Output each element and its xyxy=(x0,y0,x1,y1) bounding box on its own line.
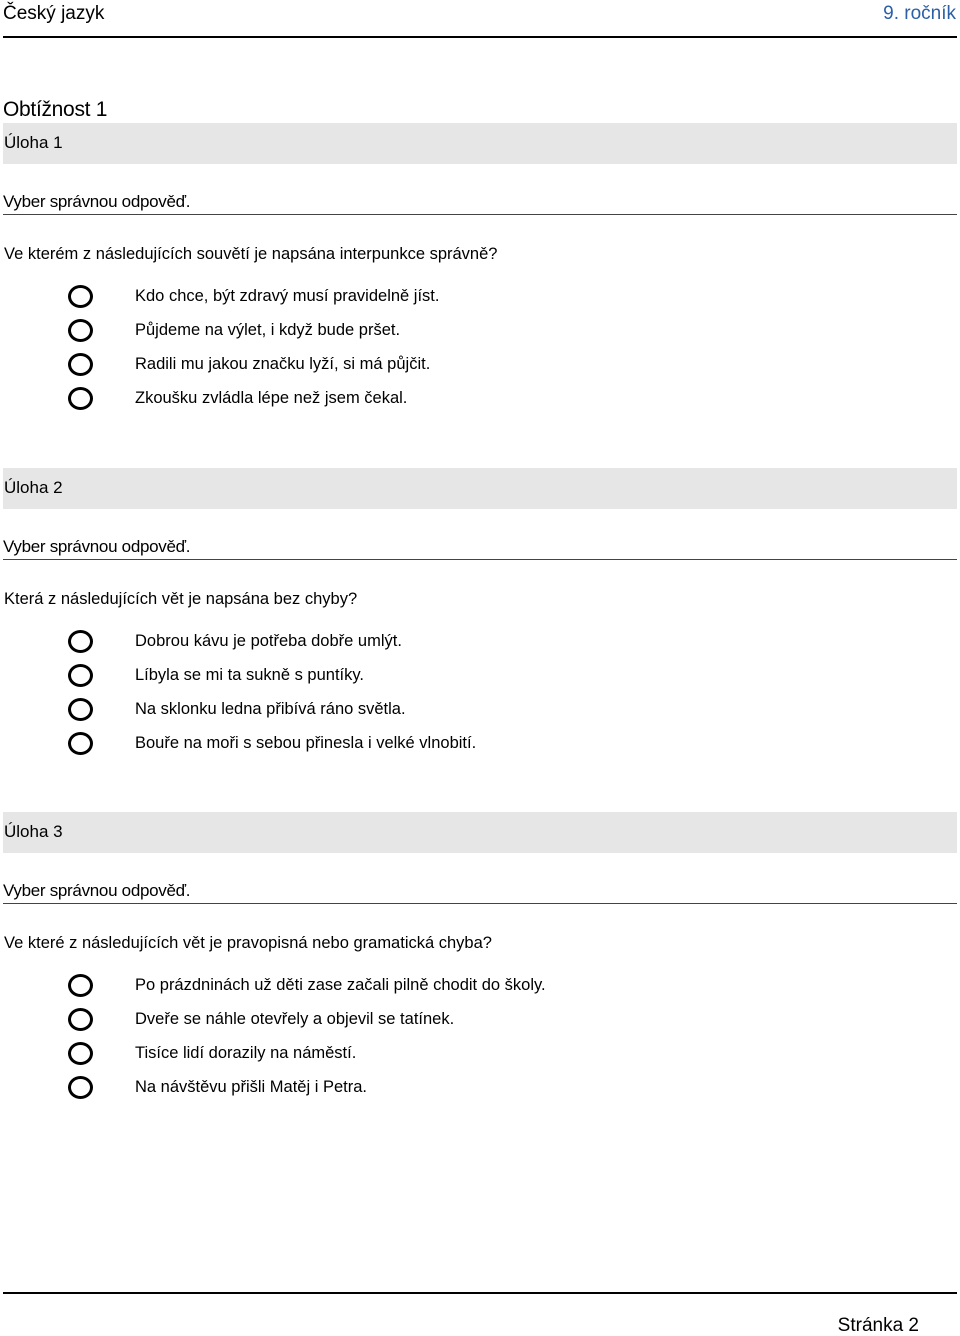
footer-divider xyxy=(3,1292,957,1294)
radio-button[interactable] xyxy=(68,732,93,755)
grade-label: 9. ročník xyxy=(883,3,956,24)
answer-label: Po prázdninách už děti zase začali pilně chodit do školy. xyxy=(135,976,546,994)
answer-option[interactable] xyxy=(0,1008,960,1038)
radio-button[interactable] xyxy=(68,285,93,308)
answer-option[interactable] xyxy=(0,698,960,728)
page-header xyxy=(0,0,960,40)
radio-button[interactable] xyxy=(68,387,93,410)
radio-button[interactable] xyxy=(68,630,93,653)
task-instruction: Vyber správnou odpověď. xyxy=(3,192,191,211)
header-divider xyxy=(3,36,957,38)
answer-label: Půjdeme na výlet, i když bude pršet. xyxy=(135,321,401,339)
radio-button[interactable] xyxy=(68,974,93,997)
subject-title: Český jazyk xyxy=(3,3,105,24)
radio-button[interactable] xyxy=(68,664,93,687)
answer-label: Dobrou kávu je potřeba dobře umlýt. xyxy=(135,632,402,650)
task-title: Úloha 1 xyxy=(4,133,63,152)
answer-option[interactable] xyxy=(0,732,960,762)
answer-option[interactable] xyxy=(0,664,960,694)
answer-label: Dveře se náhle otevřely a objevil se tatínek. xyxy=(135,1010,455,1028)
task-title: Úloha 3 xyxy=(4,822,63,841)
radio-button[interactable] xyxy=(68,1008,93,1031)
task-question: Která z následujících vět je napsána bez chyby? xyxy=(4,590,358,608)
radio-button[interactable] xyxy=(68,698,93,721)
answer-option[interactable] xyxy=(0,353,960,383)
task-question: Ve které z následujících vět je pravopisná nebo gramatická chyba? xyxy=(4,934,492,952)
task-title-bar xyxy=(3,468,957,509)
answer-option[interactable] xyxy=(0,974,960,1004)
answer-label: Tisíce lidí dorazily na náměstí. xyxy=(135,1044,357,1062)
answer-label: Kdo chce, být zdravý musí pravidelně jíst. xyxy=(135,287,440,305)
answer-option[interactable] xyxy=(0,630,960,660)
instruction-divider xyxy=(3,903,957,904)
answer-label: Bouře na moři s sebou přinesla i velké vlnobití. xyxy=(135,734,477,752)
answer-label: Na návštěvu přišli Matěj i Petra. xyxy=(135,1078,368,1096)
answer-label: Líbyla se mi ta sukně s puntíky. xyxy=(135,666,364,684)
instruction-divider xyxy=(3,559,957,560)
answer-option[interactable] xyxy=(0,387,960,417)
answer-option[interactable] xyxy=(0,1076,960,1106)
task-question: Ve kterém z následujících souvětí je napsána interpunkce správně? xyxy=(4,245,498,263)
task-title-bar xyxy=(3,812,957,853)
answer-option[interactable] xyxy=(0,1042,960,1072)
instruction-divider xyxy=(3,214,957,215)
answer-option[interactable] xyxy=(0,285,960,315)
task-instruction: Vyber správnou odpověď. xyxy=(3,881,191,900)
task-instruction: Vyber správnou odpověď. xyxy=(3,537,191,556)
answer-label: Na sklonku ledna přibívá ráno světla. xyxy=(135,700,406,718)
answer-label: Zkoušku zvládla lépe než jsem čekal. xyxy=(135,389,408,407)
radio-button[interactable] xyxy=(68,1076,93,1099)
radio-button[interactable] xyxy=(68,353,93,376)
difficulty-heading: Obtížnost 1 xyxy=(3,98,108,121)
answer-label: Radili mu jakou značku lyží, si má půjčit. xyxy=(135,355,431,373)
radio-button[interactable] xyxy=(68,1042,93,1065)
page-number: Stránka 2 xyxy=(837,1315,919,1336)
task-title: Úloha 2 xyxy=(4,478,63,497)
task-title-bar xyxy=(3,123,957,164)
radio-button[interactable] xyxy=(68,319,93,342)
answer-option[interactable] xyxy=(0,319,960,349)
